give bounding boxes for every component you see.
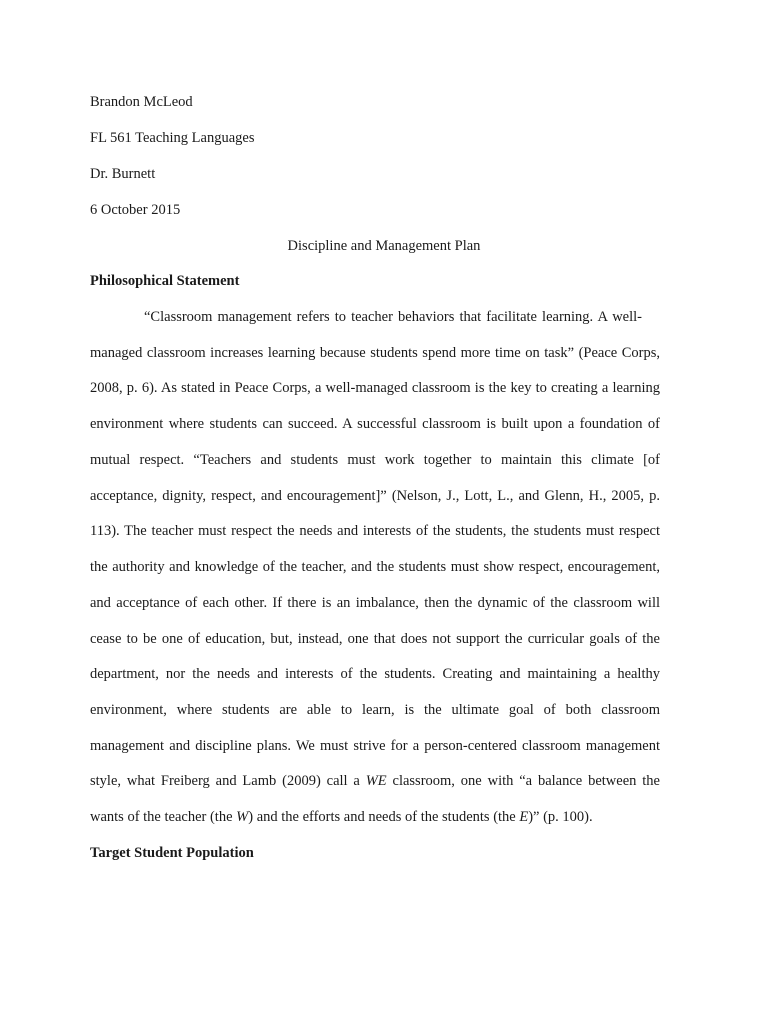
- paragraph-line: cease to be one of education, but, instead, one that does not support the curricular goals of the: [90, 631, 660, 647]
- paragraph-line: the authority and knowledge of the teacher, and the students must show respect, encouragement,: [90, 559, 660, 575]
- paragraph-line: 2008, p. 6). As stated in Peace Corps, a well-managed classroom is the key to creating a learning: [90, 380, 660, 396]
- instructor-name: Dr. Burnett: [90, 166, 156, 182]
- section-heading-target: Target Student Population: [90, 845, 254, 861]
- italic-term-e: E: [519, 809, 529, 825]
- italic-term-w: W: [236, 809, 249, 825]
- document-date: 6 October 2015: [90, 202, 181, 218]
- paragraph-line: acceptance, dignity, respect, and encouragement]” (Nelson, J., Lott, L., and Glenn, H., 2005, p.: [90, 488, 660, 504]
- paragraph-line: environment where students can succeed. A successful classroom is built upon a foundation of: [90, 416, 660, 432]
- paragraph-line: and acceptance of each other. If there is an imbalance, then the dynamic of the classroom will: [90, 595, 660, 611]
- section-heading-philosophy: Philosophical Statement: [90, 273, 240, 289]
- course-name: FL 561 Teaching Languages: [90, 130, 255, 146]
- author-name: Brandon McLeod: [90, 94, 193, 110]
- italic-term-we: WE: [365, 773, 387, 789]
- paragraph-line: managed classroom increases learning because students spend more time on task” (Peace Corps,: [90, 345, 660, 361]
- text-fragment: classroom, one with “a balance between the: [386, 773, 660, 789]
- paragraph-line: environment, where students are able to learn, is the ultimate goal of both classroom: [90, 702, 660, 718]
- paragraph-line: mutual respect. “Teachers and students must work together to maintain this climate [of: [90, 452, 660, 468]
- text-fragment: ) and the efforts and needs of the students (the: [248, 809, 520, 825]
- paragraph-line: management and discipline plans. We must strive for a person-centered classroom management: [90, 738, 660, 754]
- text-fragment: wants of the teacher (the: [90, 809, 237, 825]
- paragraph-line: “Classroom management refers to teacher behaviors that facilitate learning. A well-: [144, 309, 642, 325]
- paragraph-line: 113). The teacher must respect the needs and interests of the students, the students must respect: [90, 523, 660, 539]
- paragraph-line: [90, 807, 660, 827]
- paragraph-line: department, nor the needs and interests of the students. Creating and maintaining a healthy: [90, 666, 660, 682]
- document-title: Discipline and Management Plan: [287, 238, 481, 254]
- text-fragment: )” (p. 100).: [528, 809, 593, 825]
- paragraph-line: [90, 771, 660, 791]
- text-fragment: style, what Freiberg and Lamb (2009) call a: [90, 773, 366, 789]
